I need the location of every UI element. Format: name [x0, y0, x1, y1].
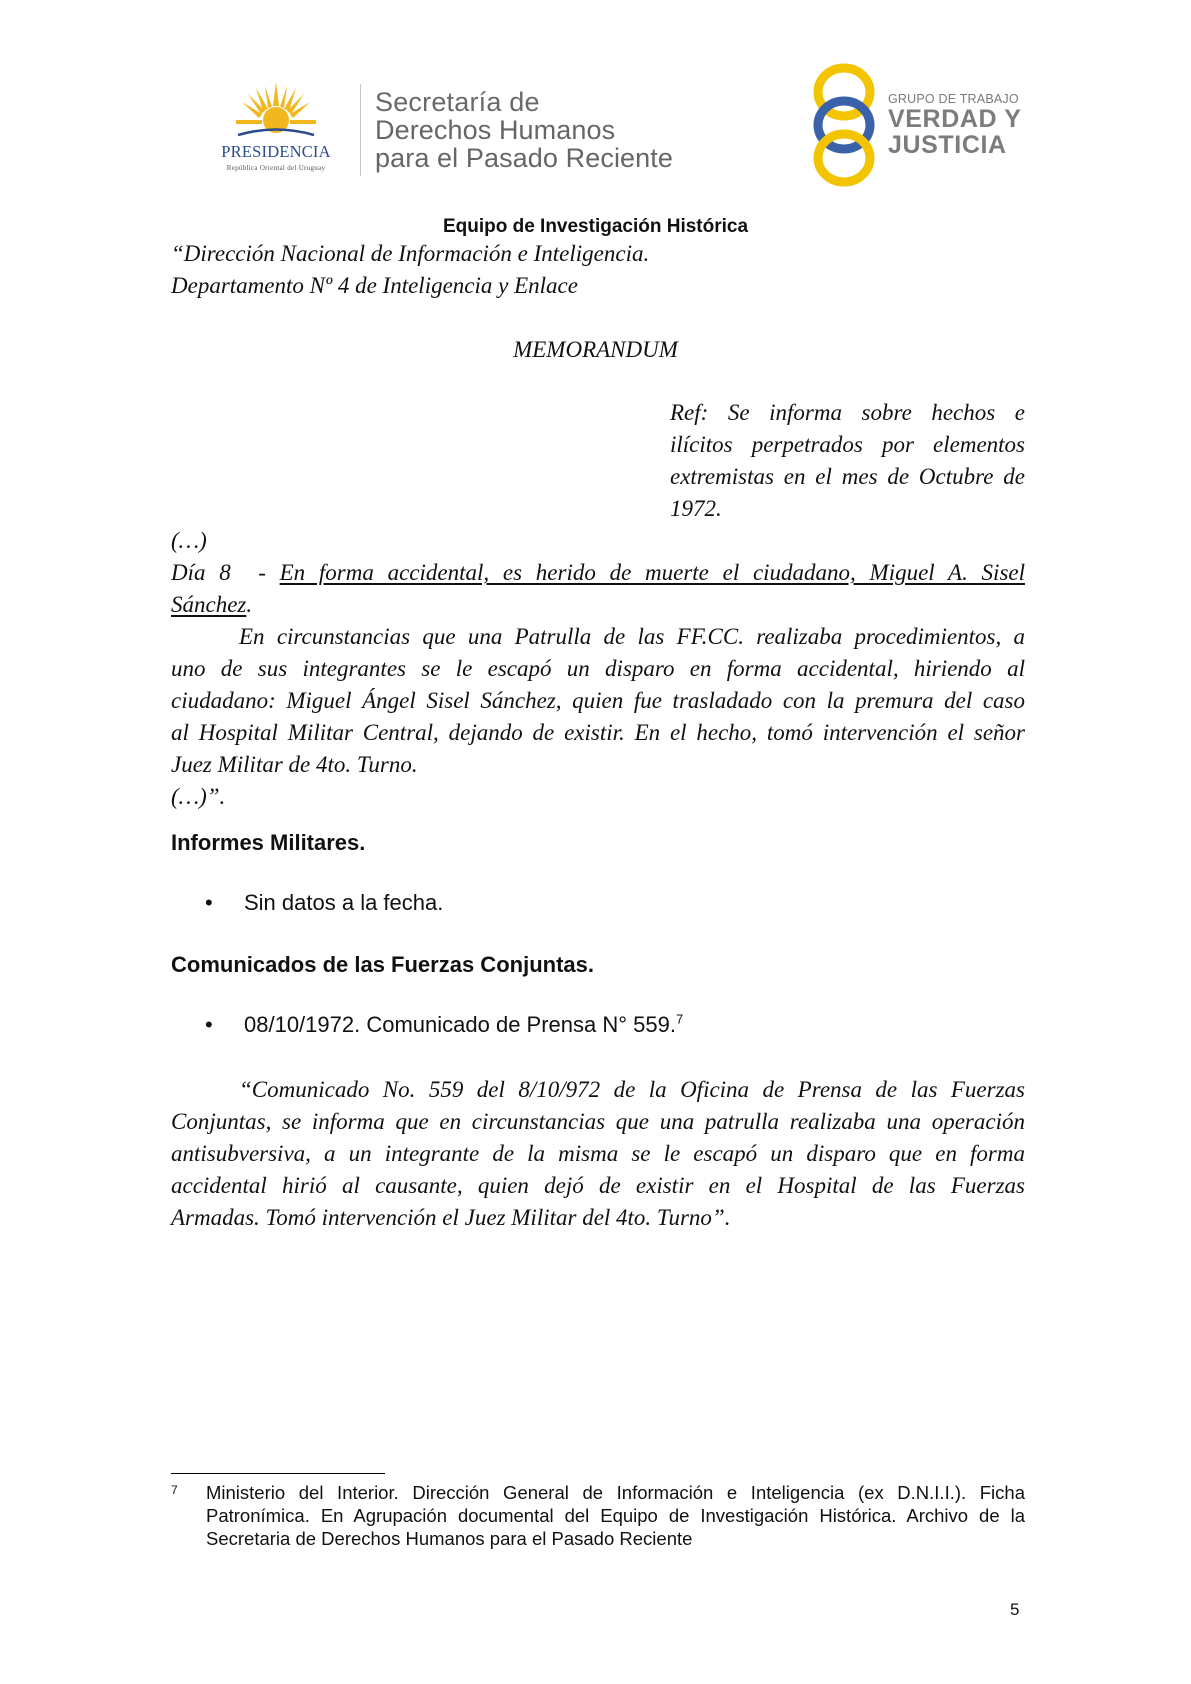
footnote-separator	[171, 1473, 385, 1474]
directorate-line: “Dirección Nacional de Información e Inteligencia.	[171, 241, 650, 266]
footnote-text	[206, 1481, 1025, 1550]
paragraph-line: Juez Militar de 4to. Turno.	[171, 752, 418, 777]
logo-divider	[360, 84, 361, 176]
verdad-justicia-text	[888, 92, 1048, 158]
verdad-label: VERDAD Y	[888, 105, 1022, 133]
reference-line: ilícitos perpetrados por elementos	[670, 432, 1025, 457]
sun-emblem-icon	[234, 80, 318, 142]
reference-line: extremistas en el mes de Octubre de	[670, 464, 1025, 489]
day-8-prefix: Día 8 -	[171, 560, 280, 585]
footnote-number: 7	[171, 1483, 178, 1497]
grupo-de-trabajo-label: GRUPO DE TRABAJO	[888, 92, 1019, 106]
paragraph-line: uno de sus integrantes se le escapó un disparo en forma accidental, hiriendo al	[171, 656, 1025, 681]
secretaria-line1: Secretaría de	[375, 87, 540, 117]
day-8-entry	[171, 557, 1025, 621]
day-8-headline: En forma accidental, es herido de muerte el ciudadano, Miguel A. Sisel	[279, 560, 1025, 585]
paragraph-line: En circunstancias que una Patrulla de las FF.CC. realizaba procedimientos, a	[239, 624, 1025, 649]
page-header	[0, 0, 1191, 200]
list-item-text	[244, 1012, 683, 1038]
justicia-label: JUSTICIA	[888, 131, 1007, 159]
day-8-suffix: .	[246, 592, 253, 617]
incident-paragraph	[171, 621, 1025, 781]
paragraph-line: al Hospital Militar Central, dejando de existir. En el hecho, tomó intervención el señor	[171, 720, 1025, 745]
bullet-icon: •	[205, 890, 213, 915]
reference-line: Ref: Se informa sobre hechos e	[670, 400, 1025, 425]
presidencia-wordmark: PRESIDENCIA	[221, 142, 331, 161]
footnote-line: Secretaria de Derechos Humanos para el Pasado Reciente	[206, 1528, 693, 1549]
presidencia-logo	[196, 80, 356, 178]
reference-block	[670, 397, 1025, 525]
paragraph-line: Armadas. Tomó intervención el Juez Militar del 4to. Turno”.	[171, 1205, 731, 1230]
footnote-line: Ministerio del Interior. Dirección General de Información e Inteligencia (ex D.N.I.I.). Ficha	[206, 1482, 1025, 1503]
paragraph-line: accidental hirió al causante, quien dejó de existir en el Hospital de las Fuerzas	[171, 1173, 1025, 1198]
informes-militares-heading: Informes Militares.	[171, 830, 366, 855]
paragraph-line: “Comunicado No. 559 del 8/10/972 de la Oficina de Prensa de las Fuerzas	[239, 1077, 1025, 1102]
reference-line: 1972.	[670, 496, 722, 521]
comunicados-heading: Comunicados de las Fuerzas Conjuntas.	[171, 952, 594, 977]
ellipsis-close-quote: (…)”.	[171, 784, 226, 809]
page-number: 5	[1010, 1600, 1020, 1619]
memorandum-title: MEMORANDUM	[513, 337, 678, 362]
communique-title: 08/10/1972. Comunicado de Prensa N° 559.	[244, 1012, 676, 1037]
paragraph-line: antisubversiva, a un integrante de la misma se le escapó un disparo que en forma	[171, 1141, 1025, 1166]
paragraph-line: Conjuntas, se informa que en circunstancias que una patrulla realizaba una operación	[171, 1109, 1025, 1134]
interlocked-rings-icon	[810, 62, 878, 188]
day-8-line	[171, 557, 1025, 589]
secretaria-logo-text	[375, 88, 735, 172]
day-8-headline-cont: Sánchez	[171, 592, 247, 617]
team-heading: Equipo de Investigación Histórica	[442, 216, 749, 237]
paragraph-line: ciudadano: Miguel Ángel Sisel Sánchez, quien fue trasladado con la premura del caso	[171, 688, 1025, 713]
day-8-line	[171, 589, 1025, 621]
communique-quote-paragraph	[171, 1074, 1025, 1234]
bullet-icon: •	[205, 1012, 213, 1037]
secretaria-line3: para el Pasado Reciente	[375, 143, 673, 173]
presidencia-subtitle: República Oriental del Uruguay	[226, 164, 326, 172]
department-line: Departamento Nº 4 de Inteligencia y Enlace	[171, 273, 578, 298]
footnote-line: Patronímica. En Agrupación documental del Equipo de Investigación Histórica. Archivo de la	[206, 1505, 1025, 1526]
secretaria-line2: Derechos Humanos	[375, 115, 616, 145]
ellipsis: (…)	[171, 528, 207, 553]
verdad-justicia-logo	[810, 62, 1040, 188]
footnote-reference[interactable]: 7	[675, 1011, 684, 1027]
list-item-text: Sin datos a la fecha.	[244, 890, 444, 915]
